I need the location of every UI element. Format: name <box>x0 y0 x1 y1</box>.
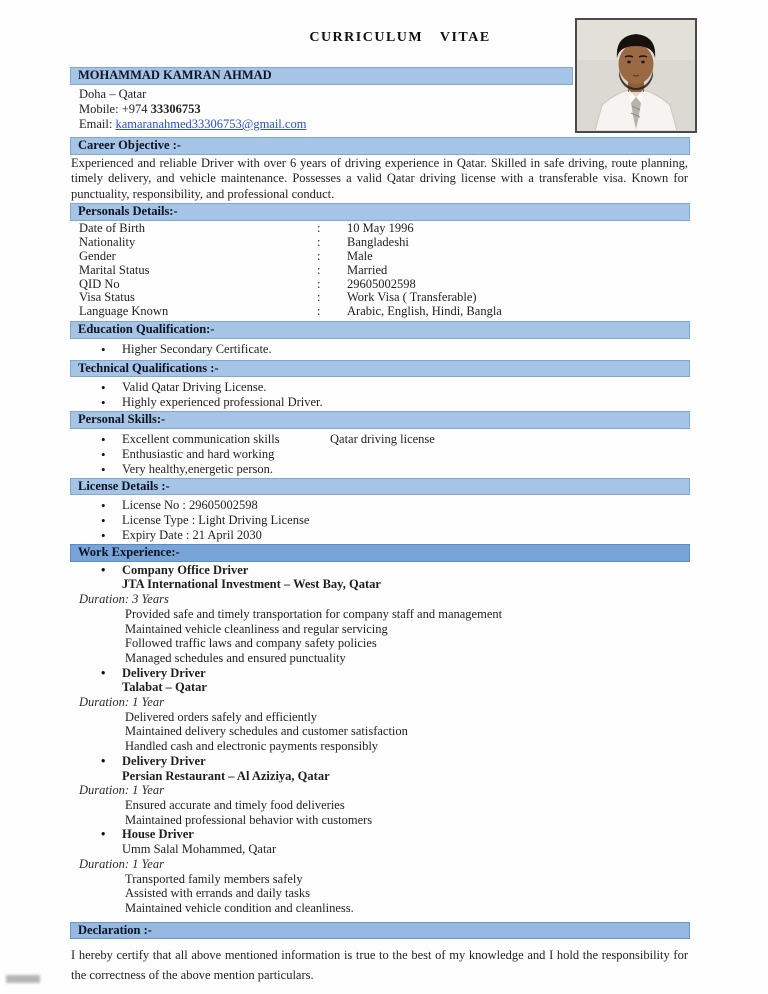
detail-label: QID No <box>79 276 120 291</box>
job-duty: Provided safe and timely transportation for company staff and management <box>125 606 503 621</box>
job-title: • Delivery Driver <box>70 666 690 681</box>
skill-text: Excellent communication skills <box>122 431 280 446</box>
detail-value: Arabic, English, Hindi, Bangla <box>347 304 502 319</box>
detail-row <box>70 264 690 278</box>
list-item: • License No : 29605002598 <box>70 498 690 513</box>
technical-list <box>70 380 690 410</box>
job-duration: Duration: 1 Year <box>79 856 164 871</box>
job-duration: Duration: 1 Year <box>79 783 164 798</box>
detail-value: Male <box>347 248 373 263</box>
email-label: Email: <box>79 116 116 131</box>
section-header-education: Education Qualification:- <box>70 321 690 339</box>
detail-row <box>70 291 690 305</box>
career-objective-text: Experienced and reliable Driver with over 6 years of driving experience in Qatar. Skilled in safe driving, route planning, timely delivery, and vehicle maintenance. Possesses a valid Qatar driving license with a transferable visa. Known for punctuality, responsibility, and professional conduct. <box>71 155 688 201</box>
page-title: CURRICULUM VITAE <box>309 30 491 45</box>
list-item: • Highly experienced professional Driver. <box>70 395 690 410</box>
detail-label: Date of Birth <box>79 220 145 235</box>
job-duty: Transported family members safely <box>125 871 303 886</box>
list-item: • Valid Qatar Driving License. <box>70 380 690 395</box>
contact-location: Doha – Qatar <box>79 86 147 101</box>
detail-value: Married <box>347 262 388 277</box>
detail-label: Gender <box>79 248 116 263</box>
detail-label: Marital Status <box>79 262 150 277</box>
work-experience-block <box>70 563 690 916</box>
section-header-work-experience: Work Experience:- <box>70 544 690 562</box>
contact-block <box>70 87 690 133</box>
document-content <box>70 0 690 985</box>
detail-separator: : <box>317 276 321 291</box>
job-entry <box>70 563 690 666</box>
mobile-label: Mobile: +974 <box>79 101 151 116</box>
job-company: JTA International Investment – West Bay, Qatar <box>122 577 381 592</box>
job-duty: Maintained vehicle condition and cleanliness. <box>125 900 354 915</box>
detail-row <box>70 236 690 250</box>
declaration-text: I hereby certify that all above mentioned information is true to the best of my knowledge and I hold the responsibility for the correctness of the above mention particulars. <box>71 948 688 983</box>
detail-separator: : <box>317 248 321 263</box>
mobile-number: 33306753 <box>150 101 201 116</box>
detail-row <box>70 305 690 319</box>
job-duty: Ensured accurate and timely food deliveries <box>125 797 345 812</box>
job-duty: Followed traffic laws and company safety policies <box>125 636 377 651</box>
candidate-name-header: MOHAMMAD KAMRAN AHMAD <box>70 67 573 85</box>
detail-separator: : <box>317 262 321 277</box>
section-header-personal-skills: Personal Skills:- <box>70 411 690 429</box>
detail-value: 29605002598 <box>347 276 416 291</box>
section-header-career-objective: Career Objective :- <box>70 137 690 155</box>
job-entry <box>70 666 690 754</box>
detail-label: Nationality <box>79 234 136 249</box>
list-item: • Expiry Date : 21 April 2030 <box>70 528 690 543</box>
personal-details-table <box>70 222 690 319</box>
detail-value: Work Visa ( Transferable) <box>347 290 477 305</box>
job-title: • House Driver <box>70 827 690 842</box>
section-header-declaration: Declaration :- <box>70 922 690 940</box>
job-duration: Duration: 1 Year <box>79 695 164 710</box>
job-duty: Managed schedules and ensured punctuality <box>125 650 346 665</box>
job-duty: Delivered orders safely and efficiently <box>125 709 318 724</box>
job-entry <box>70 827 690 915</box>
section-header-license: License Details :- <box>70 478 690 496</box>
detail-separator: : <box>317 234 321 249</box>
detail-separator: : <box>317 290 321 305</box>
job-duty: Maintained professional behavior with customers <box>125 812 373 827</box>
detail-separator: : <box>317 220 321 235</box>
job-duty: Maintained vehicle cleanliness and regular servicing <box>125 621 388 636</box>
job-title: • Delivery Driver <box>70 754 690 769</box>
job-company: Talabat – Qatar <box>122 680 207 695</box>
list-item: • Enthusiastic and hard working <box>70 447 690 462</box>
detail-row <box>70 278 690 292</box>
job-company: Umm Salal Mohammed, Qatar <box>122 842 277 857</box>
scan-artifact <box>6 975 40 983</box>
section-header-personal-details: Personals Details:- <box>70 203 690 221</box>
personal-skills-list <box>70 432 690 477</box>
job-duty: Handled cash and electronic payments responsibly <box>125 739 379 754</box>
skill-side-note: Qatar driving license <box>330 431 435 446</box>
education-list <box>70 342 690 357</box>
section-header-technical: Technical Qualifications :- <box>70 360 690 378</box>
detail-row <box>70 250 690 264</box>
detail-value: 10 May 1996 <box>347 220 414 235</box>
detail-label: Language Known <box>79 304 169 319</box>
detail-separator: : <box>317 304 321 319</box>
list-item: • Very healthy,energetic person. <box>70 462 690 477</box>
email-link[interactable]: kamaranahmed33306753@gmail.com <box>115 116 307 131</box>
contact-mobile <box>79 102 690 117</box>
list-item <box>70 432 690 447</box>
detail-value: Bangladeshi <box>347 234 409 249</box>
license-list <box>70 498 690 543</box>
job-duty: Assisted with errands and daily tasks <box>125 886 311 901</box>
list-item: • License Type : Light Driving License <box>70 513 690 528</box>
job-company: Persian Restaurant – Al Aziziya, Qatar <box>122 768 330 783</box>
list-item: • Higher Secondary Certificate. <box>70 342 690 357</box>
detail-row <box>70 222 690 236</box>
job-entry <box>70 754 690 828</box>
job-title: • Company Office Driver <box>70 563 690 578</box>
job-duty: Maintained delivery schedules and customer satisfaction <box>125 724 408 739</box>
detail-label: Visa Status <box>79 290 135 305</box>
contact-email <box>79 117 690 132</box>
job-duration: Duration: 3 Years <box>79 592 169 607</box>
